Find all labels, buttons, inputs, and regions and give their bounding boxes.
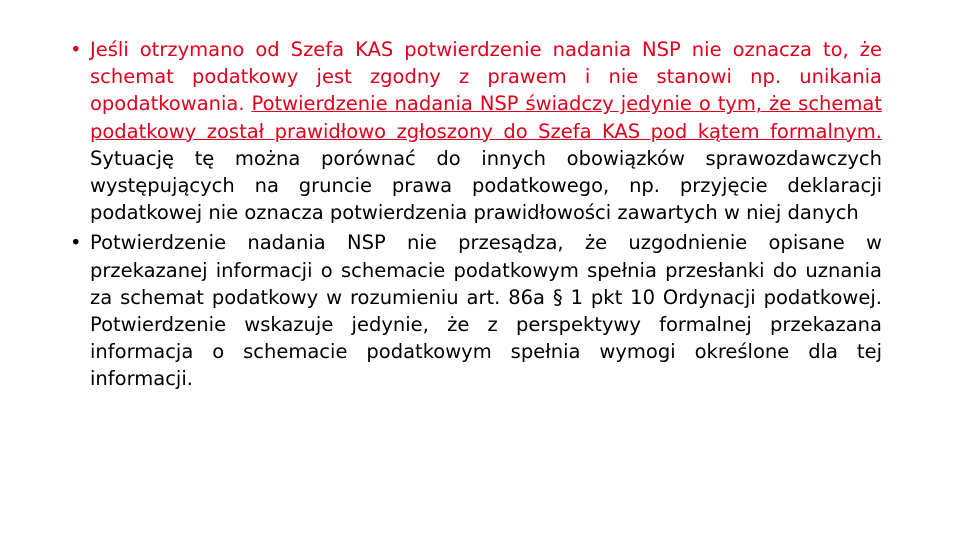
bullet-text-red: Jeśli otrzymano od Szefa KAS potwierdzenie nadania NSP nie oznacza to, że schemat podatkowy jest zgodny z prawem i nie stanowi np. unikania opodatkowania. bbox=[90, 38, 882, 116]
slide-body bbox=[70, 36, 882, 396]
bullet-text: Potwierdzenie nadania NSP nie przesądza, że uzgodnienie opisane w przekazanej informacji o schemacie podatkowym spełnia przesłanki do uznania za schemat podatkowy w rozumieniu art. 86a § 1 pkt 10 Ordynacji podatkowej. Potwierdzenie wskazuje jedynie, że z perspektywy formalnej przekazana informacja o schemacie podatkowym spełnia wymogi określone dla tej informacji. bbox=[90, 231, 882, 391]
bullet-item-2 bbox=[70, 229, 882, 392]
bullet-text-underlined: Potwierdzenie nadania NSP świadczy jedynie o tym, że schemat podatkowy został prawidłowo zgłoszony do Szefa KAS pod kątem formalnym. bbox=[90, 92, 883, 143]
bullet-text-black: Sytuację tę można porównać do innych obowiązków sprawozdawczych występujących na gruncie prawa podatkowego, np. przyjęcie deklaracji podatkowej nie oznacza potwierdzenia prawidłowości zawartych w niej danych bbox=[90, 146, 882, 225]
bullet-item-1 bbox=[70, 36, 882, 226]
bullet-marker: • bbox=[70, 231, 82, 255]
bullet-marker: • bbox=[70, 38, 82, 61]
